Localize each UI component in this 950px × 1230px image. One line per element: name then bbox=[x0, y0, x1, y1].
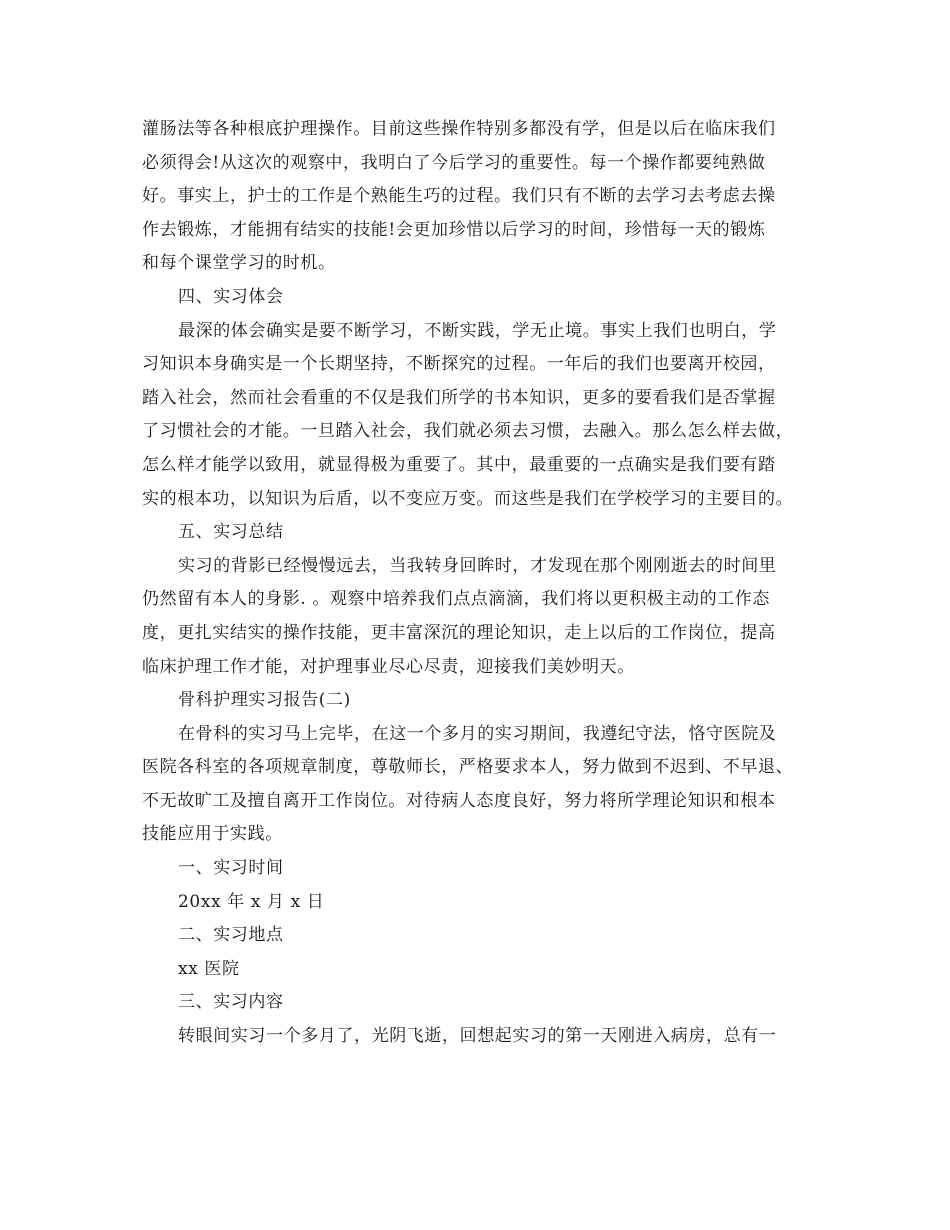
section-heading: 四、实习体会 bbox=[178, 286, 284, 307]
paragraph-line: 踏入社会，然而社会看重的不仅是我们所学的书本知识，更多的要看我们是否掌握 bbox=[142, 387, 776, 408]
paragraph-line: 不无故旷工及擅自离开工作岗位。对待病人态度良好，努力将所学理论知识和根本 bbox=[142, 790, 776, 811]
paragraph-line: 必须得会!从这次的观察中，我明白了今后学习的重要性。每一个操作都要纯熟做 bbox=[142, 152, 766, 173]
paragraph-line: 作去锻炼，才能拥有结实的技能!会更加珍惜以后学习的时间，珍惜每一天的锻炼 bbox=[142, 219, 766, 240]
paragraph-line: 实习的背影已经慢慢远去，当我转身回眸时，才发现在那个刚刚逝去的时间里 bbox=[178, 555, 777, 576]
document-body bbox=[142, 113, 822, 1054]
paragraph-line: 实的根本功，以知识为后盾，以不变应万变。而这些是我们在学校学习的主要目的。 bbox=[142, 488, 794, 509]
section-heading: 二、实习地点 bbox=[178, 925, 284, 946]
paragraph-line: 了习惯社会的才能。一旦踏入社会，我们就必须去习惯，去融入。那么怎么样去做， bbox=[142, 421, 794, 442]
paragraph-line: 怎么样才能学以致用，就显得极为重要了。其中，最重要的一点确实是我们要有踏 bbox=[142, 454, 776, 475]
paragraph-line: xx 医院 bbox=[178, 958, 240, 979]
paragraph-line: 最深的体会确实是要不断学习，不断实践，学无止境。事实上我们也明白，学 bbox=[178, 320, 777, 341]
paragraph-line: 转眼间实习一个多月了，光阴飞逝，回想起实习的第一天刚进入病房，总有一 bbox=[178, 1026, 777, 1047]
paragraph-line: 灌肠法等各种根底护理操作。目前这些操作特别多都没有学，但是以后在临床我们 bbox=[142, 119, 776, 139]
section-heading: 一、实习时间 bbox=[178, 858, 284, 879]
paragraph-line: 20xx 年 x 月 x 日 bbox=[178, 891, 325, 912]
paragraph-line: 技能应用于实践。 bbox=[142, 824, 283, 845]
paragraph-line: 仍然留有本人的身影. 。观察中培养我们点点滴滴，我们将以更积极主动的工作态 bbox=[142, 589, 771, 610]
paragraph-line: 在骨科的实习马上完毕，在这一个多月的实习期间，我遵纪守法，恪守医院及 bbox=[178, 723, 777, 744]
paragraph-line: 度，更扎实结实的操作技能，更丰富深沉的理论知识，走上以后的工作岗位，提高 bbox=[142, 622, 776, 643]
report-title: 骨科护理实习报告(二) bbox=[178, 690, 351, 711]
section-heading: 五、实习总结 bbox=[178, 522, 284, 543]
paragraph-line: 习知识本身确实是一个长期坚持，不断探究的过程。一年后的我们也要离开校园， bbox=[142, 354, 776, 375]
section-heading: 三、实习内容 bbox=[178, 992, 284, 1013]
paragraph-line: 好。事实上，护士的工作是个熟能生巧的过程。我们只有不断的去学习去考虑去操 bbox=[142, 186, 776, 207]
paragraph-line: 和每个课堂学习的时机。 bbox=[142, 253, 336, 274]
paragraph-line: 医院各科室的各项规章制度，尊敬师长，严格要求本人，努力做到不迟到、不早退、 bbox=[142, 757, 794, 778]
paragraph-line: 临床护理工作才能，对护理事业尽心尽责，迎接我们美妙明天。 bbox=[142, 656, 635, 677]
